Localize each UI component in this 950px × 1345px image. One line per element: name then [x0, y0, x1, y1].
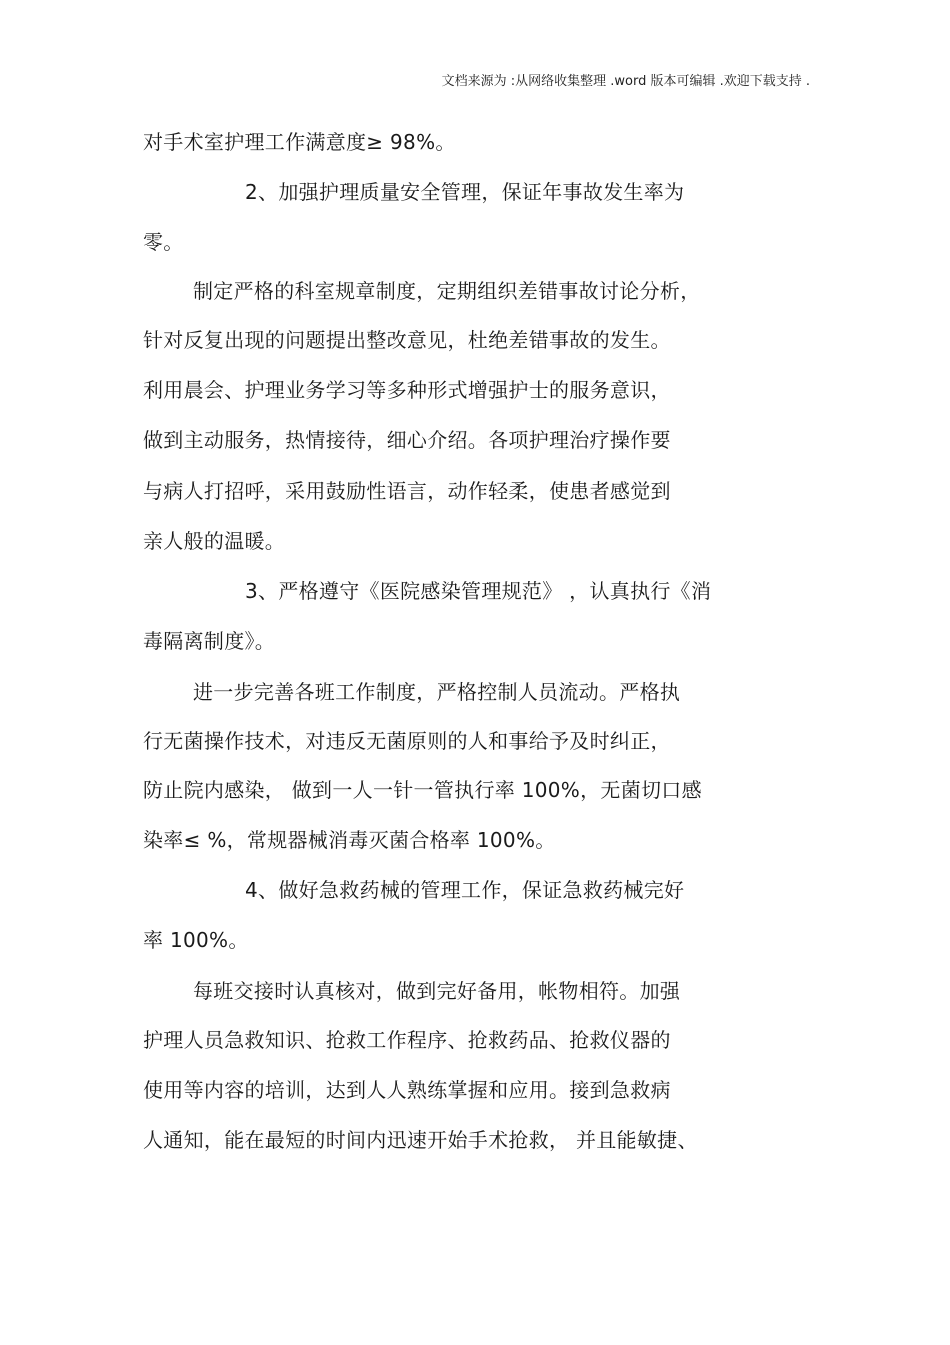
text-line: 对手术室护理工作满意度≥ 98%。: [143, 130, 456, 154]
text-line: 3、严格遵守《医院感染管理规范》 ，认真执行《消: [245, 579, 712, 603]
text-line: 进一步完善各班工作制度，严格控制人员流动。严格执: [193, 680, 681, 704]
text-line: 使用等内容的培训，达到人人熟练掌握和应用。接到急救病: [143, 1078, 671, 1102]
page-header: 文档来源为 :从网络收集整理 .word 版本可编辑 .欢迎下载支持 .: [441, 74, 810, 89]
text-line: 4、做好急救药械的管理工作，保证急救药械完好: [245, 878, 685, 902]
text-line: 2、加强护理质量安全管理，保证年事故发生率为: [245, 180, 685, 204]
text-line: 亲人般的温暖。: [143, 529, 286, 553]
text-line: 利用晨会、护理业务学习等多种形式增强护士的服务意识，: [143, 378, 671, 402]
text-line: 行无菌操作技术，对违反无菌原则的人和事给予及时纠正，: [143, 729, 671, 753]
text-line: 护理人员急救知识、抢救工作程序、抢救药品、抢救仪器的: [143, 1028, 671, 1052]
text-line: 制定严格的科室规章制度，定期组织差错事故讨论分析，: [193, 279, 701, 303]
text-line: 与病人打招呼，采用鼓励性语言，动作轻柔，使患者感觉到: [143, 479, 671, 503]
text-line: 率 100%。: [143, 928, 249, 952]
text-line: 做到主动服务，热情接待，细心介绍。各项护理治疗操作要: [143, 428, 671, 452]
text-line: 防止院内感染， 做到一人一针一管执行率 100%，无菌切口感: [143, 778, 702, 802]
text-line: 零。: [143, 230, 184, 254]
text-line: 染率≤ %，常规器械消毒灭菌合格率 100%。: [143, 828, 556, 852]
text-line: 人通知，能在最短的时间内迅速开始手术抢救， 并且能敏捷、: [143, 1128, 698, 1152]
text-line: 毒隔离制度》。: [143, 629, 276, 653]
text-line: 针对反复出现的问题提出整改意见，杜绝差错事故的发生。: [143, 328, 671, 352]
text-line: 每班交接时认真核对，做到完好备用，帐物相符。加强: [193, 979, 681, 1003]
